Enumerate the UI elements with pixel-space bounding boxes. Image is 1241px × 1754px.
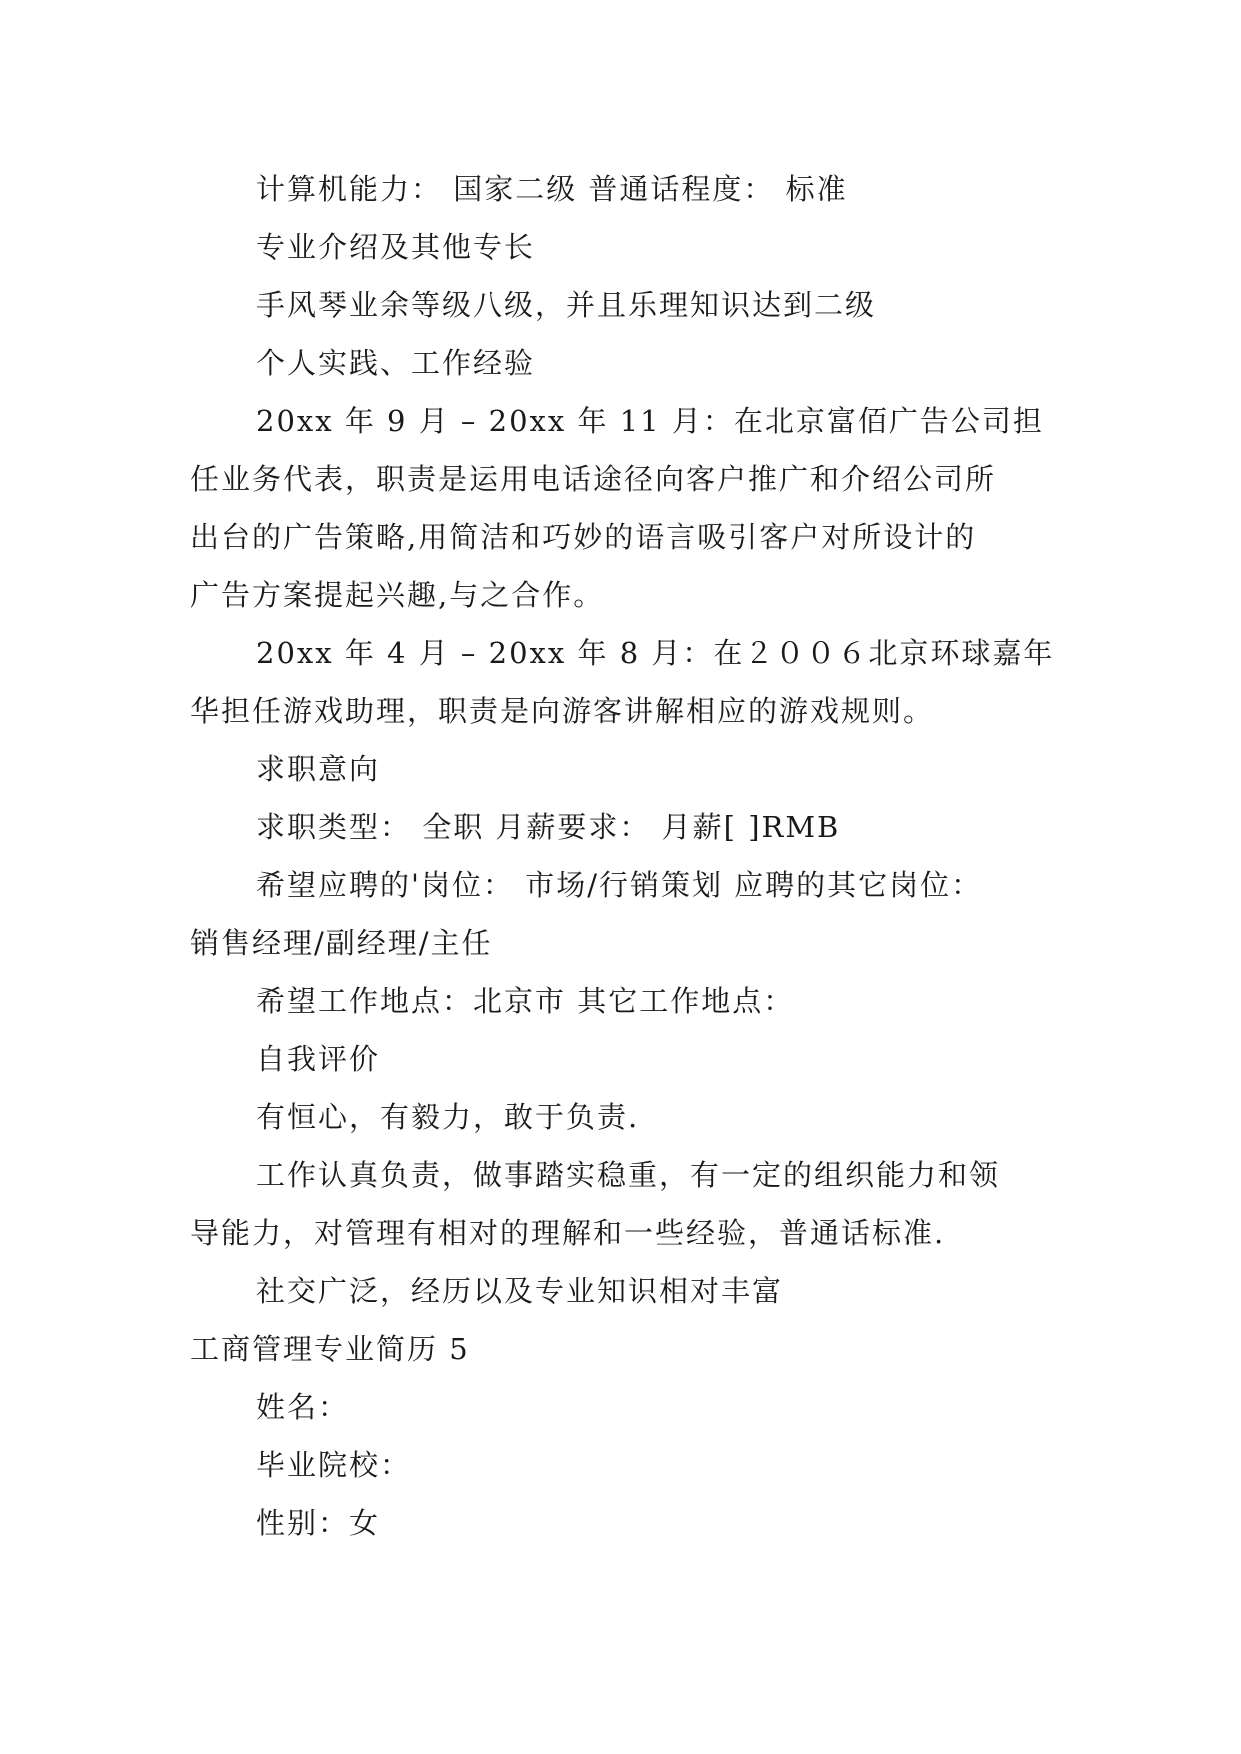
text-line: 任业务代表，职责是运用电话途径向客户推广和介绍公司所 [190, 462, 997, 496]
text-line: 社交广泛，经历以及专业知识相对丰富 [256, 1274, 784, 1308]
text-line: 广告方案提起兴趣,与之合作。 [190, 578, 605, 612]
text-line: 华担任游戏助理，职责是向游客讲解相应的游戏规则。 [190, 694, 935, 728]
section-heading: 个人实践、工作经验 [256, 346, 536, 380]
text-line: 性别：女 [256, 1506, 381, 1540]
section-heading: 求职意向 [256, 752, 381, 786]
text-line: 希望工作地点：北京市 其它工作地点： [256, 984, 795, 1018]
document-title: 工商管理专业简历 5 [190, 1332, 470, 1366]
text-line: 出台的广告策略,用简洁和巧妙的语言吸引客户对所设计的 [190, 520, 977, 554]
text-line: 手风琴业余等级八级，并且乐理知识达到二级 [256, 288, 877, 322]
text-line: 希望应聘的'岗位： 市场/行销策划 应聘的其它岗位： [256, 868, 983, 902]
text-line: 有恒心，有毅力，敢于负责. [256, 1100, 640, 1134]
text-line: 工作认真负责，做事踏实稳重，有一定的组织能力和领 [256, 1158, 1001, 1192]
text-line: 导能力，对管理有相对的理解和一些经验，普通话标准. [190, 1216, 946, 1250]
section-heading: 自我评价 [256, 1042, 381, 1076]
section-heading: 专业介绍及其他专长 [256, 230, 536, 264]
text-line: 姓名： [256, 1390, 350, 1424]
text-line: 毕业院校： [256, 1448, 412, 1482]
text-line: 求职类型： 全职 月薪要求： 月薪[ ]RMB [256, 810, 841, 844]
text-line: 20xx 年 9 月 – 20xx 年 11 月：在北京富佰广告公司担 [256, 404, 1044, 438]
text-line: 销售经理/副经理/主任 [190, 926, 493, 960]
text-line: 20xx 年 4 月 – 20xx 年 8 月：在２００６北京环球嘉年 [256, 636, 1055, 670]
text-line: 计算机能力： 国家二级 普通话程度： 标准 [256, 172, 848, 206]
document-body [190, 160, 1055, 1552]
